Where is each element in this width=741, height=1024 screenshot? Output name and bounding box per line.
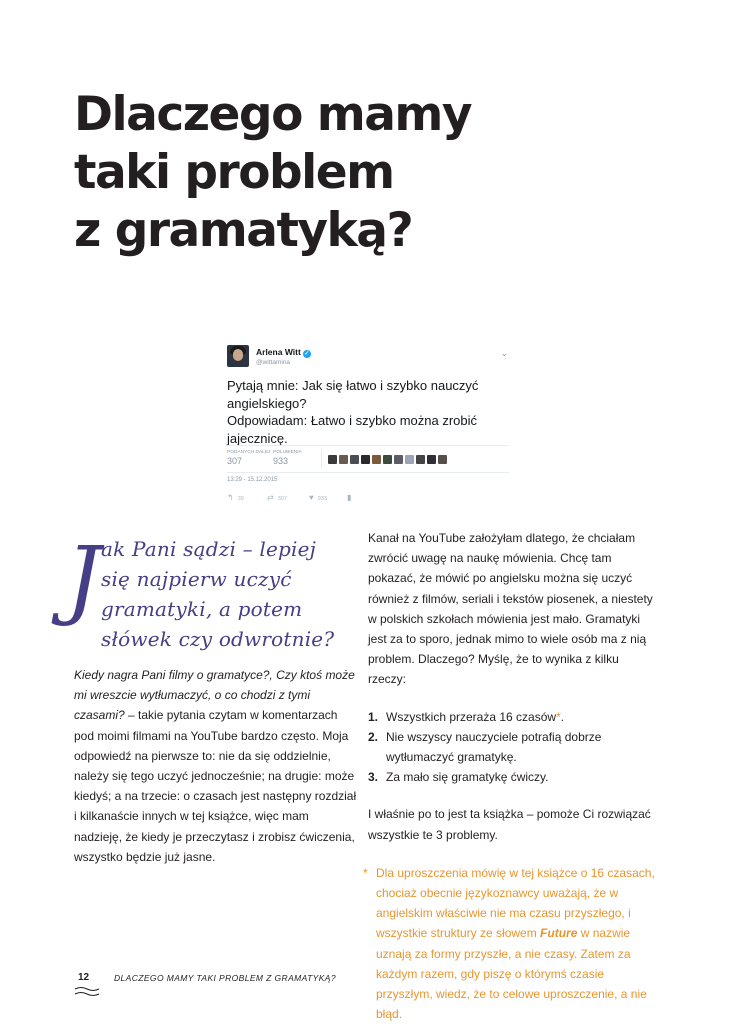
tweet-author-name[interactable]: Arlena Witt [256,347,301,357]
tweet-author[interactable] [256,347,311,358]
list-number: 3. [368,770,379,785]
retweet-stat-label: PODANYCH DALEJ [227,450,271,455]
stats-divider [321,450,322,468]
reply-count: 39 [237,496,244,502]
footnote-text-a: Dla uproszczenia mówię w tej książce o 16 czasach, chociaż obecnie językoznawcy uważają, że w angielskim właściwie nie ma czasu przyszłego, i wszystkie struktury ze słowem [376,865,655,941]
liker-avatar[interactable] [372,455,381,464]
footnote [363,863,658,1024]
liker-avatar[interactable] [394,455,403,464]
caret-icon[interactable]: ⌄ [500,348,508,358]
intro-paragraph: Kanał na YouTube założyłam dlatego, że chciałam zwrócić uwagę na naukę mówienia. Chcę tam pokazać, że mówić po angielsku można się uczyć również z filmów, seriali i tekstów piosenek, a niestety w polskich szkołach mówienia jest mało. Gramatyki jest za to sporo, jednak mimo to wiele osób ma z nią problem. Dlaczego? Myślę, że to wynika z kilku rzeczy: [368,531,653,687]
tweet-text: Pytają mnie: Jak się łatwo i szybko nauczyć angielskiego? Odpowiadam: Łatwo i szybko można zrobić jajecznicę. [227,378,479,446]
liker-avatar[interactable] [328,455,337,464]
liker-avatar[interactable] [339,455,348,464]
liker-avatar[interactable] [350,455,359,464]
list-end: . [560,709,565,724]
list-number: 2. [368,729,379,744]
left-body: – takie pytania czytam w komentarzach pod moimi filmami na YouTube bardzo często. Moja odpowiedź na pierwsze to: nie da się oddzielnie, należy się tego uczyć jednocześnie; na drugie: może kiedyś; a na trzecie: o czasach jest następny rozdział i kilkanaście innych w tej książce, więc mam nadzieję, że kiedy je przeczytasz i zrobisz ćwiczenia, wszystko będzie już jasne. [74,708,357,864]
tweet-embed [222,340,514,505]
reply-icon: ↰ [227,493,234,502]
reply-button[interactable] [227,493,244,502]
footnote-star: * [363,865,368,880]
liker-avatar[interactable] [416,455,425,464]
retweet-icon: ⇄ [267,493,274,502]
running-head: DLACZEGO MAMY TAKI PROBLEM Z GRAMATYKĄ? [114,973,336,983]
like-button[interactable] [309,493,327,502]
retweet-count: 307 [277,496,287,502]
tweet-stats [227,445,509,473]
list-text: Nie wszyscy nauczyciele potrafią dobrze wytłumaczyć gramatykę. [386,729,602,765]
liker-avatar[interactable] [383,455,392,464]
analytics-button[interactable] [347,493,355,502]
list-item [368,727,658,767]
liker-avatar[interactable] [361,455,370,464]
drop-cap: J [66,529,101,629]
footnote-text-b: w nazwie uznają za formy przyszłe, a nie czasy. Zatem za każdym razem, gdy piszę o którymś czasie przyszłym, wiedz, że to celowe uproszczenie, a nie błąd. [376,926,647,1022]
list-text: Za mało się gramatykę ćwiczy. [386,770,549,785]
liker-avatar[interactable] [405,455,414,464]
verified-icon: ✓ [304,351,310,357]
like-stat-value: 933 [273,456,289,466]
like-stat[interactable] [273,450,302,466]
avatar[interactable] [227,345,249,367]
right-column [363,528,658,1024]
italic-lead: Kiedy nagra Pani filmy o gramatyce?, Czy ktoś może mi wreszcie wytłumaczyć, o co chodzi z tymi czasami? [74,668,355,723]
tweet-timestamp[interactable]: 13:29 - 15.12.2015 [227,477,278,483]
liker-avatar[interactable] [438,455,447,464]
reasons-list [368,707,658,788]
conclusion-paragraph: I właśnie po to jest ta książka – pomoże Ci rozwiązać wszystkie te 3 problemy. [368,807,651,842]
list-text: Wszystkich przeraża 16 czasów [386,709,557,724]
retweet-stat[interactable] [227,450,270,466]
page-number: 12 [78,972,90,983]
left-column-text [74,665,360,867]
heart-icon: ♥ [309,493,314,502]
like-count: 933 [317,496,327,502]
tweet-actions [227,493,427,503]
footnote-emphasis: Future [540,926,578,941]
analytics-icon: ▮ [347,493,352,502]
retweet-button[interactable] [267,493,287,502]
list-item [368,707,658,727]
page-title: Dlaczego mamy taki problem z gramatyką? [74,87,472,258]
list-number: 1. [368,709,379,724]
liker-avatar[interactable] [427,455,436,464]
pull-quote: ak Pani sądzi – lepiej się najpierw uczyć gramatyki, a potem słówek czy odwrotnie? [101,537,335,651]
retweet-stat-value: 307 [227,456,243,466]
list-item [368,767,658,787]
like-stat-label: POLUBIENIA [273,450,302,455]
wave-decoration-icon [74,985,100,997]
tweet-handle[interactable]: @wittamina [256,359,291,366]
footnote-marker: * [556,709,561,724]
